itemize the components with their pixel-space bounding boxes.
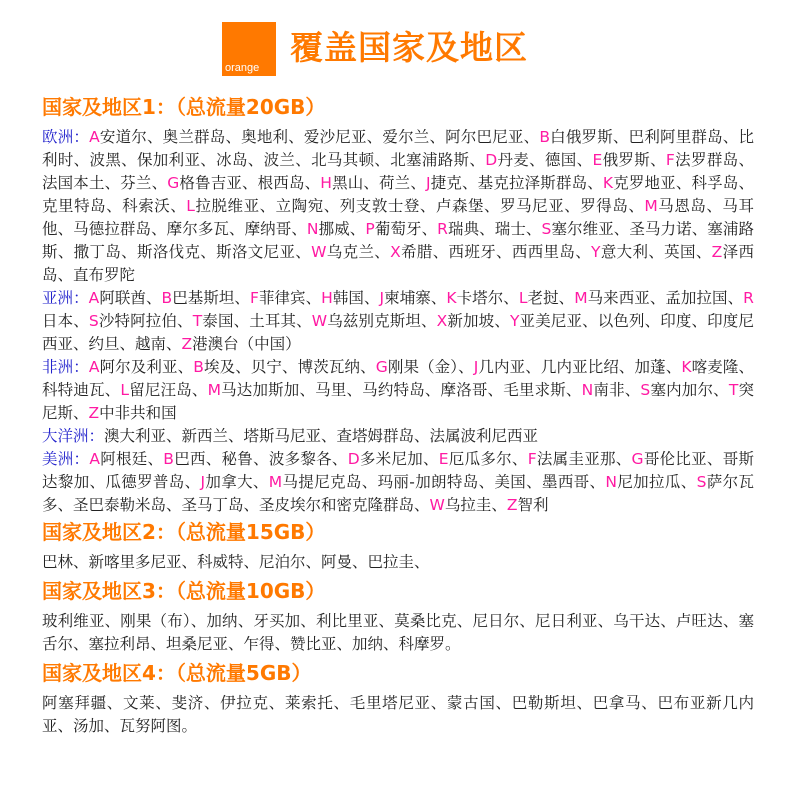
country-list-text: 希腊、西班牙、西西里岛、	[400, 243, 592, 261]
index-letter: T	[192, 312, 203, 330]
zone-heading-4: 国家及地区4：（总流量5GB）	[42, 661, 312, 685]
country-list-text: 阿尔及利亚、	[99, 358, 194, 376]
country-list-text: 瑞典、瑞士、	[447, 220, 542, 238]
country-list-text: 乌克兰、	[326, 243, 391, 261]
country-list-text: 几内亚、几内亚比绍、加蓬、	[478, 358, 682, 376]
region-label: 亚洲：	[42, 289, 89, 307]
index-letter: A	[88, 358, 100, 376]
country-list-text: 白俄罗斯、巴利阿里群岛、比利时、波黑、保加利亚、冰岛、波兰、北马其顿、北塞浦路斯、	[42, 128, 754, 169]
country-list-text: 俄罗斯、	[602, 151, 666, 169]
region-paragraph	[42, 448, 754, 517]
country-list-text: 阿根廷、	[99, 450, 164, 468]
index-letter: W	[429, 496, 445, 514]
country-list-text: 中非共和国	[99, 404, 177, 422]
country-list-text: 马提尼克岛、玛丽-加朗特岛、美国、墨西哥、	[282, 473, 606, 491]
country-list-text: 捷克、基克拉泽斯群岛、	[430, 174, 603, 192]
index-letter: S	[640, 381, 651, 399]
index-letter: J	[379, 289, 385, 307]
index-letter: G	[167, 174, 180, 192]
index-letter: P	[365, 220, 375, 238]
country-list-text: 黑山、荷兰、	[331, 174, 426, 192]
index-letter: A	[89, 450, 100, 468]
index-letter: A	[89, 128, 100, 146]
index-letter: K	[446, 289, 457, 307]
country-list-text: 丹麦、德国、	[497, 151, 593, 169]
country-list-text: 亚美尼亚、以色列、印度、印度尼西亚、约旦、越南、	[42, 312, 754, 353]
index-letter: W	[311, 243, 327, 261]
country-list-text: 安道尔、奥兰群岛、奥地利、爱沙尼亚、爱尔兰、阿尔巴尼亚、	[99, 128, 540, 146]
index-letter: B	[193, 358, 204, 376]
index-letter: M	[574, 289, 588, 307]
zone-country-list: 巴林、新喀里多尼亚、科威特、尼泊尔、阿曼、巴拉圭、	[42, 553, 430, 571]
country-list-text: 日本、	[42, 312, 89, 330]
index-letter: Y	[591, 243, 601, 261]
index-letter: K	[681, 358, 692, 376]
zone-heading-2: 国家及地区2：（总流量15GB）	[42, 520, 326, 544]
country-list-text: 智利	[517, 496, 549, 514]
region-label: 非洲：	[42, 358, 89, 376]
country-list-text: 塞尔维亚、圣马力诺、塞浦路斯、撒丁岛、斯洛伐克、斯洛文尼亚、	[42, 220, 754, 261]
index-letter: B	[161, 289, 173, 307]
zone-heading-3: 国家及地区3：（总流量10GB）	[42, 579, 326, 603]
country-list-text: 乌兹别克斯坦、	[327, 312, 437, 330]
index-letter: S	[88, 312, 99, 330]
country-list-text: 泽西岛、直布罗陀	[42, 243, 754, 284]
country-list-text: 法属圭亚那、	[536, 450, 632, 468]
country-list-text: 多米尼加、	[359, 450, 439, 468]
index-letter: H	[320, 174, 332, 192]
country-list-text: 马恩岛、马耳他、马德拉群岛、摩尔多瓦、摩纳哥、	[42, 197, 754, 238]
index-letter: B	[163, 450, 174, 468]
country-list-text: 拉脱维亚、立陶宛、列支敦士登、卢森堡、罗马尼亚、罗得岛、	[194, 197, 645, 215]
index-letter: Z	[506, 496, 518, 514]
region-paragraph	[42, 126, 754, 287]
index-letter: X	[436, 312, 448, 330]
country-list-text: 老挝、	[527, 289, 575, 307]
index-letter: J	[426, 174, 431, 192]
logo-text: orange	[225, 62, 260, 74]
index-letter: M	[207, 381, 221, 399]
header	[0, 22, 800, 78]
index-letter: B	[539, 128, 550, 146]
index-letter: L	[186, 197, 195, 215]
region-paragraph	[42, 287, 754, 356]
index-letter: R	[437, 220, 448, 238]
country-list-text: 刚果（金）、	[387, 358, 474, 376]
country-list-text: 南非、	[593, 381, 641, 399]
country-list-text: 加拿大、	[205, 473, 269, 491]
country-list-text: 卡塔尔、	[456, 289, 519, 307]
index-letter: A	[88, 289, 100, 307]
index-letter: G	[375, 358, 388, 376]
index-letter: H	[321, 289, 333, 307]
index-letter: W	[311, 312, 328, 330]
index-letter: F	[527, 450, 537, 468]
index-letter: Z	[88, 404, 100, 422]
index-letter: N	[581, 381, 594, 399]
index-letter: E	[438, 450, 449, 468]
index-letter: N	[605, 473, 617, 491]
region-paragraph	[42, 356, 754, 425]
index-letter: S	[696, 473, 707, 491]
index-letter: K	[602, 174, 614, 192]
region-label: 欧洲：	[42, 128, 90, 146]
country-list-text: 巴西、秘鲁、波多黎各、	[173, 450, 348, 468]
country-list-text: 韩国、	[332, 289, 380, 307]
index-letter: Z	[711, 243, 723, 261]
index-letter: J	[200, 473, 206, 491]
country-list-text: 乌拉圭、	[444, 496, 507, 514]
index-letter: S	[541, 220, 552, 238]
country-list-text: 巴基斯坦、	[172, 289, 250, 307]
country-list-text: 哥伦比亚、哥斯达黎加、瓜德罗普岛、	[42, 450, 754, 491]
country-list-text: 突尼斯、	[42, 381, 754, 422]
country-list-text: 尼加拉瓜、	[616, 473, 697, 491]
country-list-text: 新加坡、	[447, 312, 510, 330]
country-list-text: 马来西亚、孟加拉国、	[587, 289, 744, 307]
country-list-text: 克罗地亚、科孚岛、克里特岛、科索沃、	[42, 174, 754, 215]
country-list-text: 意大利、英国、	[600, 243, 712, 261]
country-list-text: 喀麦隆、科特迪瓦、	[42, 358, 754, 399]
index-letter: Y	[509, 312, 520, 330]
zone-country-list: 阿塞拜疆、文莱、斐济、伊拉克、莱索托、毛里塔尼亚、蒙古国、巴勒斯坦、巴拿马、巴布亚新几内亚、汤加、瓦努阿图。	[42, 694, 754, 735]
index-letter: F	[665, 151, 675, 169]
index-letter: D	[347, 450, 360, 468]
index-letter: L	[120, 381, 130, 399]
country-list-text: 挪威、	[318, 220, 366, 238]
index-letter: R	[743, 289, 754, 307]
country-list-text: 泰国、土耳其、	[202, 312, 312, 330]
index-letter: Z	[181, 335, 193, 353]
country-list-text: 港澳台（中国）	[192, 335, 301, 353]
country-list-text: 格鲁吉亚、根西岛、	[179, 174, 321, 192]
index-letter: N	[306, 220, 319, 238]
country-list-text: 埃及、贝宁、博茨瓦纳、	[203, 358, 376, 376]
country-list-text: 留尼汪岛、	[129, 381, 208, 399]
orange-logo	[222, 22, 276, 76]
index-letter: M	[268, 473, 283, 491]
country-list-text: 阿联酋、	[99, 289, 162, 307]
country-list-text: 马达加斯加、马里、马约特岛、摩洛哥、毛里求斯、	[220, 381, 582, 399]
index-letter: D	[485, 151, 498, 169]
coverage-list	[42, 92, 754, 740]
page-title: 覆盖国家及地区	[290, 28, 528, 67]
index-letter: F	[249, 289, 259, 307]
country-list-text: 葡萄牙、	[374, 220, 438, 238]
region-label: 大洋洲：	[42, 427, 105, 445]
index-letter: E	[592, 151, 603, 169]
country-list-text: 萨尔瓦多、圣巴泰勒米岛、圣马丁岛、圣皮埃尔和密克隆群岛、	[42, 473, 754, 514]
index-letter: M	[644, 197, 658, 215]
country-list-text: 厄瓜多尔、	[448, 450, 528, 468]
index-letter: J	[473, 358, 479, 376]
country-list-text: 法罗群岛、法国本土、芬兰、	[42, 151, 754, 192]
country-list-text: 澳大利亚、新西兰、塔斯马尼亚、查塔姆群岛、法属波利尼西亚	[104, 427, 539, 445]
country-list-text: 沙特阿拉伯、	[98, 312, 193, 330]
region-paragraph	[42, 425, 754, 448]
zone-country-list: 玻利维亚、刚果（布）、加纳、牙买加、利比里亚、莫桑比克、尼日尔、尼日利亚、乌干达、卢旺达、塞舌尔、塞拉利昂、坦桑尼亚、乍得、赞比亚、加纳、科摩罗。	[42, 612, 754, 653]
country-list-text: 柬埔寨、	[384, 289, 447, 307]
country-list-text: 塞内加尔、	[650, 381, 729, 399]
index-letter: L	[518, 289, 528, 307]
index-letter: T	[728, 381, 739, 399]
country-list-text: 菲律宾、	[258, 289, 322, 307]
region-label: 美洲：	[42, 450, 90, 468]
index-letter: X	[390, 243, 401, 261]
zone-heading-1: 国家及地区1：（总流量20GB）	[42, 95, 326, 119]
index-letter: G	[631, 450, 644, 468]
